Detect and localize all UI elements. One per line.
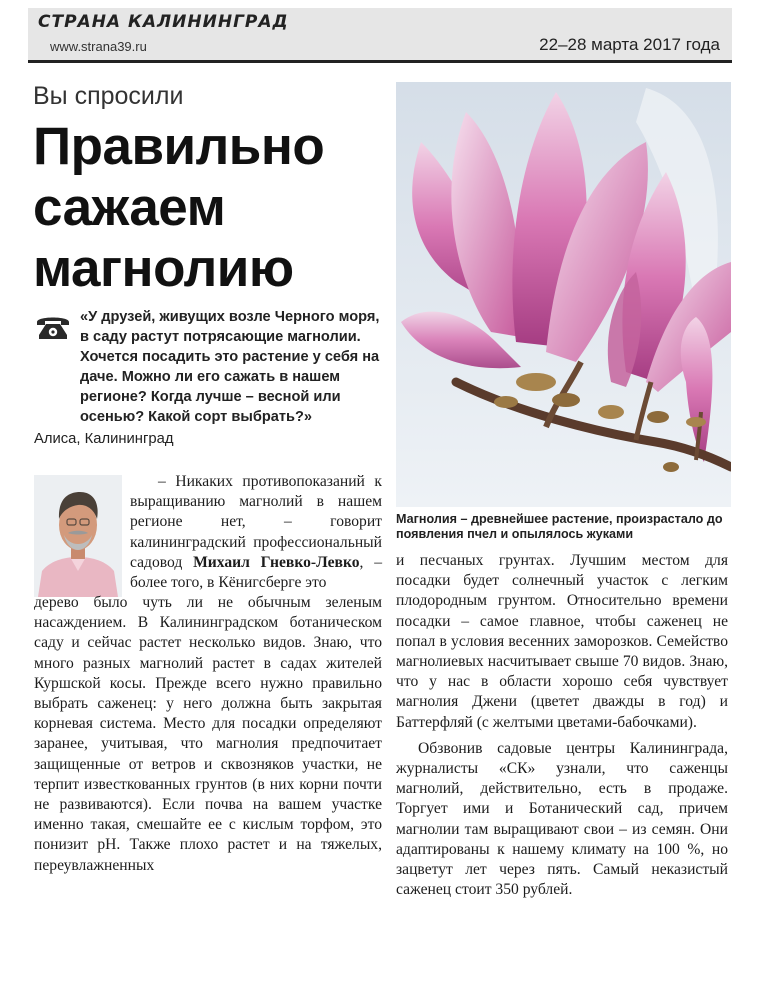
headline-line: сажаем [33, 178, 226, 237]
magnolia-photo [396, 82, 731, 507]
answer-column-2 [396, 551, 728, 900]
headline [33, 116, 383, 299]
website-url[interactable]: www.strana39.ru [50, 39, 147, 54]
answer-intro-a: – Никаких противопоказаний к выращиванию магнолий в нашем регионе нет, – говорит калининградский профессиональный садовод [130, 473, 382, 571]
answer-intro [130, 472, 382, 593]
reader-question: «У друзей, живущих возле Черного моря, в саду растут потрясающие магнолии. Хочется посадить это растение у себя на даче. Можно ли его сажать в нашем регионе? Когда лучше – весной или осенью? Какой сорт выбрать?» [80, 309, 380, 425]
question-signature: Алиса, Калининград [34, 431, 174, 447]
expert-portrait [34, 475, 122, 597]
telephone-icon [34, 313, 72, 341]
headline-line: магнолию [33, 239, 294, 298]
newspaper-brand: СТРАНА КАЛИНИНГРАД [38, 12, 289, 32]
portrait-photo [34, 475, 122, 597]
rubric: Вы спросили [33, 82, 184, 110]
answer-body: дерево было чуть ли не обычным зеленым насаждением. В Калининградском ботаническом саду и сейчас растет несколько видов. Знаю, что много разных магнолий растет в садах жителей Куршской косы. Прежде всего нужно правильно выбрать саженец: у него должна быть закрытая корневая система. Место для посадки определяют заранее, учитывая, что магнолия предпочитает защищенные от ветров и сквозняков участки, не терпит известкованных грунтов (в них корни почти не развиваются). Если почва на вашем участке именно такая, смешайте ее с кислым торфом, это понизит pH. Также плохо растет и на тяжелых, переувлажненных [34, 594, 382, 874]
headline-line: Правильно [33, 117, 325, 176]
magnolia-flower-photo [396, 82, 731, 507]
paragraph: и песчаных грунтах. Лучшим местом для посадки будет солнечный участок с легким плодородным грунтом. Относительно времени посадки – самое главное, чтобы саженец не попал в условия весенних заморозков. Семейство магнолиевых насчитывает свыше 70 видов. Знаю, что у нас в области хорошо себя чувствует магнолия Джени (цветет дважды в год) и Баттерфляй (с желтыми цветами-бабочками). [396, 552, 728, 731]
photo-caption: Магнолия – древнейшее растение, произрастало до появления пчел и опылялось жуками [396, 512, 723, 541]
expert-name: Михаил Гневко-Левко [193, 553, 360, 571]
page-header [28, 8, 732, 63]
paragraph: Обзвонив садовые центры Калининграда, журналисты «СК» узнали, что саженцы магнолий, действительно, есть в продаже. Торгует ими и Ботанический сад, причем магнолии там выращивают свои – из семян. Они адаптированы к нашему климату на 100 %, но зацветут лет через пять. Самый неказистый саженец стоит 350 рублей. [396, 739, 728, 899]
answer-intro-b: , – более того, в Кёнигсберге это [130, 553, 382, 592]
issue-date: 22–28 марта 2017 года [539, 35, 720, 54]
